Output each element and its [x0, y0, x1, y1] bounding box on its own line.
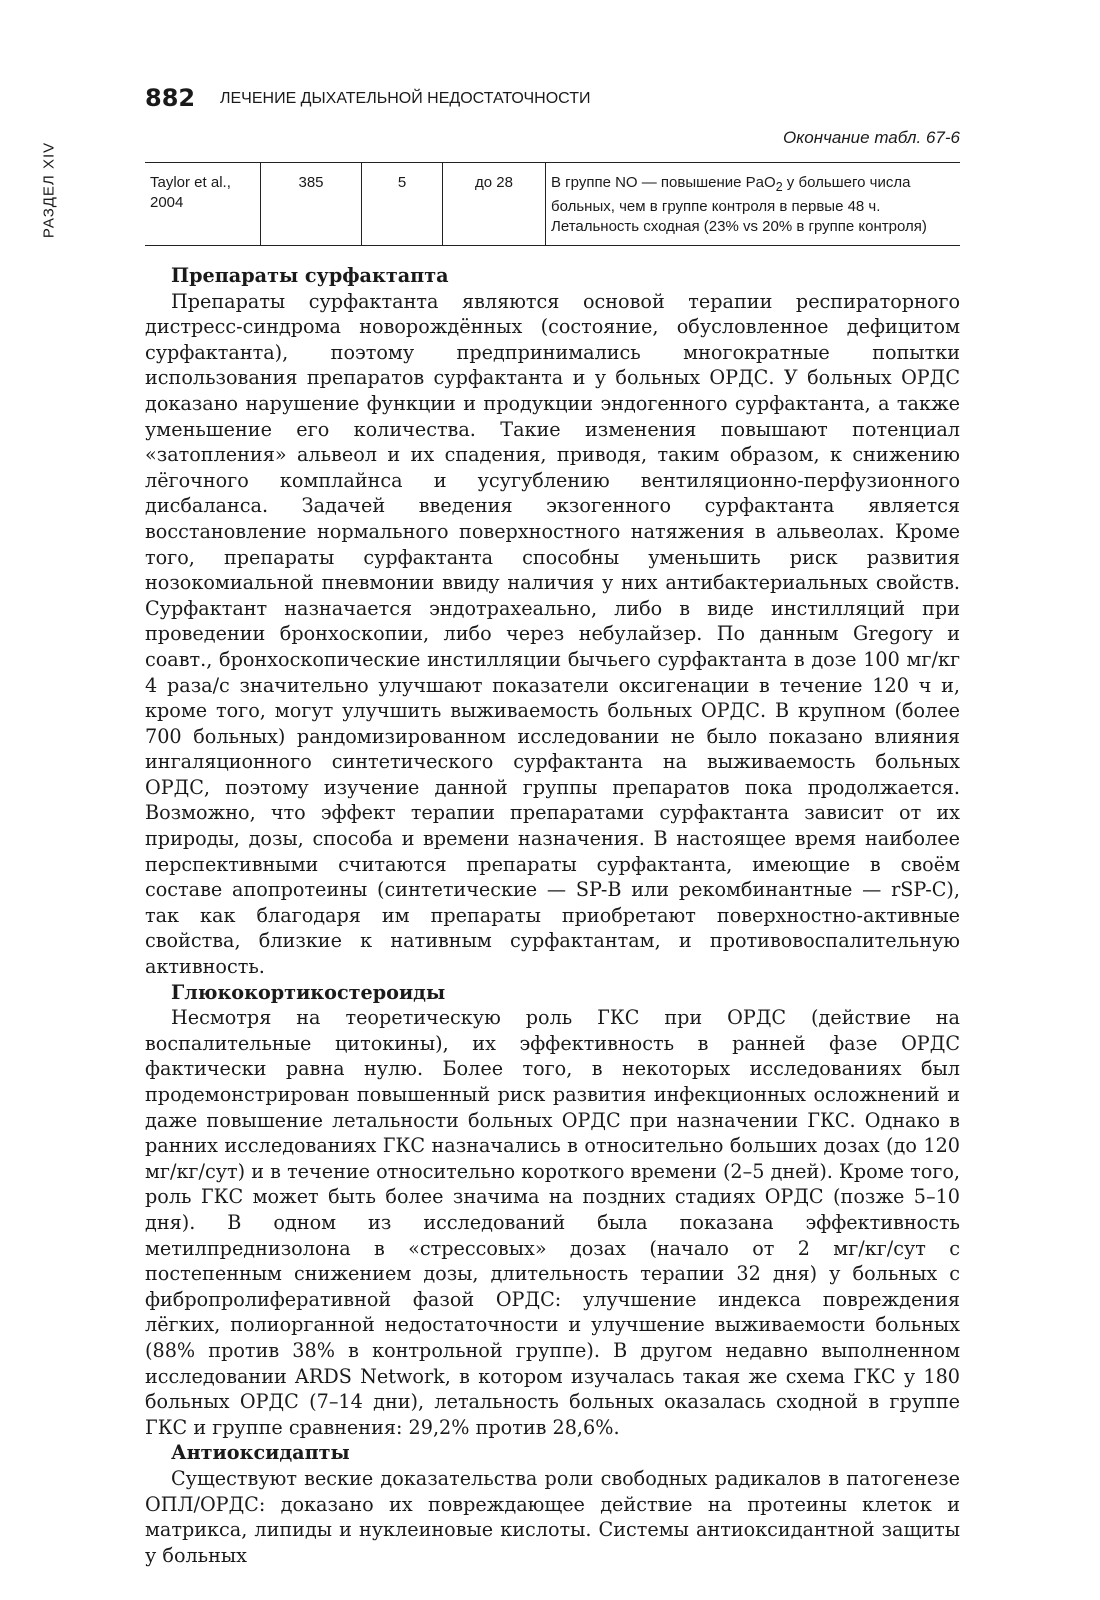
continuation-table: [145, 162, 960, 246]
section-side-label: РАЗДЕЛ XIV: [40, 141, 58, 239]
main-content: [145, 263, 960, 1568]
table-cell-n: 385: [261, 163, 362, 246]
table-cell-study: Taylor et al., 2004: [145, 163, 261, 246]
running-title: ЛЕЧЕНИЕ ДЫХАТЕЛЬНОЙ НЕДОСТАТОЧНОСТИ: [220, 90, 591, 107]
section-heading-glucocorticoids: Глюкокортикостероиды: [171, 980, 446, 1004]
section-body-surfactant: Препараты сурфактанта являются основой терапии респираторного дистресс-синдрома новорождённых (состояние, обусловленное дефицитом сурфактанта), поэтому предпринимались многократные попытки использования препаратов сурфактанта и у больных ОРДС. У больных ОРДС доказано нарушение функции и продукции эндогенного сурфактанта, а также уменьшение его количества. Такие изменения повышают потенциал «затопления» альвеол и их спадения, приводя, таким образом, к снижению лёгочного комплайнса и усугублению вентиляционно-перфузионного дисбаланса. Задачей введения экзогенного сурфактанта является восстановление нормального поверхностного натяжения в альвеолах. Кроме того, препараты сурфактанта способны уменьшить риск развития нозокомиальной пневмонии ввиду наличия у них антибактериальных свойств. Сурфактант назначается эндотрахеально, либо в виде инстилляций при проведении бронхоскопии, либо через небулайзер. По данным Gregory и соавт., бронхоскопические инстилляции бычьего сурфактанта в дозе 100 мг/кг 4 раза/с значительно улучшают показатели оксигенации в течение 120 ч и, кроме того, могут улучшить выживаемость больных ОРДС. В крупном (более 700 больных) рандомизированном исследовании не было показано влияния ингаляционного синтетического сурфактанта на выживаемость больных ОРДС, поэтому изучение данной группы препаратов пока продолжается. Возможно, что эффект терапии препаратами сурфактанта зависит от их природы, дозы, способа и времени назначения. В настоящее время наиболее перспективными считаются препараты сурфактанта, имеющие в своём составе апопротеины (синтетические — SP-B или рекомбинантные — rSP-C), так как благодаря им препараты приобретают поверхностно-активные свойства, близкие к нативным сурфактантам, и противовоспалительную активность.: [145, 289, 960, 979]
section-body-antioxidants: Существуют веские доказательства роли свободных радикалов в патогенезе ОПЛ/ОРДС: доказано их повреждающее действие на протеины клеток и матрикса, липиды и нуклеиновые кислоты. Системы антиоксидантной защиты у больных: [145, 1466, 960, 1567]
section-heading-antioxidants: Антиоксидапты: [171, 1441, 350, 1465]
section-body-glucocorticoids: Несмотря на теоретическую роль ГКС при ОРДС (действие на воспалительные цитокины), их эффективность в ранней фазе ОРДС фактически равна нулю. Более того, в некоторых исследованиях был продемонстрирован повышенный риск развития инфекционных осложнений и даже повышение летальности больных ОРДС при назначении ГКС. Однако в ранних исследованиях ГКС назначались в относительно больших дозах (до 120 мг/кг/сут) и в течение относительно короткого времени (2–5 дней). Кроме того, роль ГКС может быть более значима на поздних стадиях ОРДС (позже 5–10 дня). В одном из исследований была показана эффективность метилпреднизолона в «стрессовых» дозах (начало от 2 мг/кг/сут с постепенным снижением дозы, длительность терапии 32 дня) у больных с фибропролиферативной фазой ОРДС: улучшение индекса повреждения лёгких, полиорганной недостаточности и улучшение выживаемости больных (88% против 38% в контрольной группе). В другом недавно выполненном исследовании ARDS Network, в котором изучалась такая же схема ГКС у 180 больных ОРДС (7–14 дни), летальность больных оказалась сходной в группе ГКС и группе сравнения: 29,2% против 28,6%.: [145, 1006, 960, 1439]
table-caption: Окончание табл. 67-6: [783, 128, 960, 147]
page-number: 882: [145, 84, 196, 112]
table-row: [145, 163, 960, 246]
result-subscript: 2: [775, 180, 783, 194]
table-cell-result: [546, 163, 961, 246]
result-text-end: у большего числа больных, чем в группе контроля в первые 48 ч. Летальность сходная (23% vs 20% в группе контроля): [551, 174, 927, 235]
table-cell-dose: 5: [362, 163, 443, 246]
result-text-start: В группе NO — повышение PaO: [551, 174, 776, 191]
section-heading-surfactant: Препараты сурфактапта: [171, 264, 449, 287]
table-cell-duration: до 28: [443, 163, 546, 246]
